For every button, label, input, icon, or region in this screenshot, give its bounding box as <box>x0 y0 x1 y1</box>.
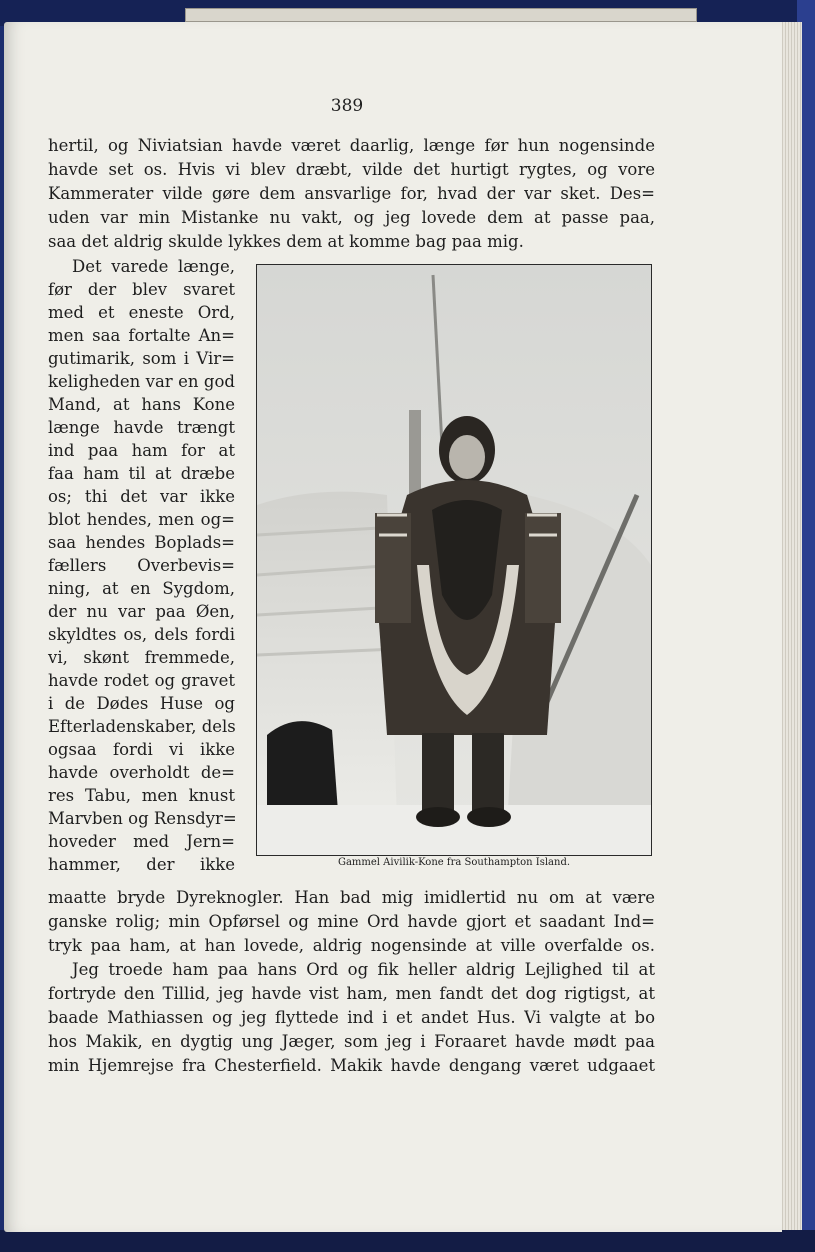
text-line: saa det aldrig skulde lykkes dem at komme bag paa mig. <box>48 232 524 251</box>
text-line: med et eneste Ord, <box>48 303 235 322</box>
text-line: res Tabu, men knust <box>48 786 235 805</box>
text-line: Marvben og Rensdyr= <box>48 809 237 828</box>
text-line: min Hjemrejse fra Chesterfield. Makik havde dengang været udgaaet <box>48 1056 655 1075</box>
book-cover-bottom <box>0 1230 815 1252</box>
text-line: baade Mathiassen og jeg flyttede ind i et andet Hus. Vi valgte at bo <box>48 1008 655 1027</box>
text-line: havde rodet og gravet <box>48 671 235 690</box>
text-line: ind paa ham for at <box>48 441 235 460</box>
figure-photograph <box>256 264 652 856</box>
text-line: før der blev svaret <box>48 280 235 299</box>
text-line: Det varede længe, <box>72 257 235 276</box>
text-line: ning, at en Sygdom, <box>48 579 235 598</box>
text-line: længe havde trængt <box>48 418 235 437</box>
text-line: hammer, der ikke <box>48 855 235 874</box>
text-line: skyldtes os, dels fordi <box>48 625 235 644</box>
text-line: havde set os. Hvis vi blev dræbt, vilde det hurtigt rygtes, og vore <box>48 160 655 179</box>
page-stack-edge <box>780 22 802 1230</box>
page-number: 389 <box>330 96 364 116</box>
text-line: faa ham til at dræbe <box>48 464 235 483</box>
text-line: hos Makik, en dygtig ung Jæger, som jeg i Foraaret havde mødt paa <box>48 1032 655 1051</box>
text-line: saa hendes Boplads= <box>48 533 235 552</box>
book-page <box>4 22 782 1232</box>
text-line: havde overholdt de= <box>48 763 235 782</box>
text-line: men saa fortalte An= <box>48 326 235 345</box>
text-line: uden var min Mistanke nu vakt, og jeg lovede dem at passe paa, <box>48 208 655 227</box>
text-line: vi, skønt fremmede, <box>48 648 235 667</box>
text-line: fortryde den Tillid, jeg havde vist ham, men fandt det dog rigtigst, at <box>48 984 655 1003</box>
text-line: i de Dødes Huse og <box>48 694 235 713</box>
text-line: keligheden var en god <box>48 372 235 391</box>
text-line: Mand, at hans Kone <box>48 395 235 414</box>
text-line: hoveder med Jern= <box>48 832 235 851</box>
text-line: os; thi det var ikke <box>48 487 235 506</box>
text-line: hertil, og Niviatsian havde været daarlig, længe før hun nogensinde <box>48 136 655 155</box>
figure-caption: Gammel Aivilik-Kone fra Southampton Island. <box>337 857 571 868</box>
text-line: fællers Overbevis= <box>48 556 235 575</box>
text-line: tryk paa ham, at han lovede, aldrig nogensinde at ville overfalde os. <box>48 936 655 955</box>
text-line: Efterladenskaber, dels <box>48 717 236 736</box>
text-line: ogsaa fordi vi ikke <box>48 740 235 759</box>
text-line: gutimarik, som i Vir= <box>48 349 235 368</box>
text-line: maatte bryde Dyreknogler. Han bad mig imidlertid nu om at være <box>48 888 655 907</box>
text-line: der nu var paa Øen, <box>48 602 235 621</box>
top-page-edge <box>185 8 697 22</box>
text-line: blot hendes, men og= <box>48 510 235 529</box>
text-line: Jeg troede ham paa hans Ord og fik heller aldrig Lejlighed til at <box>72 960 655 979</box>
photograph-image <box>257 265 651 855</box>
text-line: ganske rolig; min Opførsel og mine Ord havde gjort et saadant Ind= <box>48 912 655 931</box>
text-line: Kammerater vilde gøre dem ansvarlige for, hvad der var sket. Des= <box>48 184 655 203</box>
